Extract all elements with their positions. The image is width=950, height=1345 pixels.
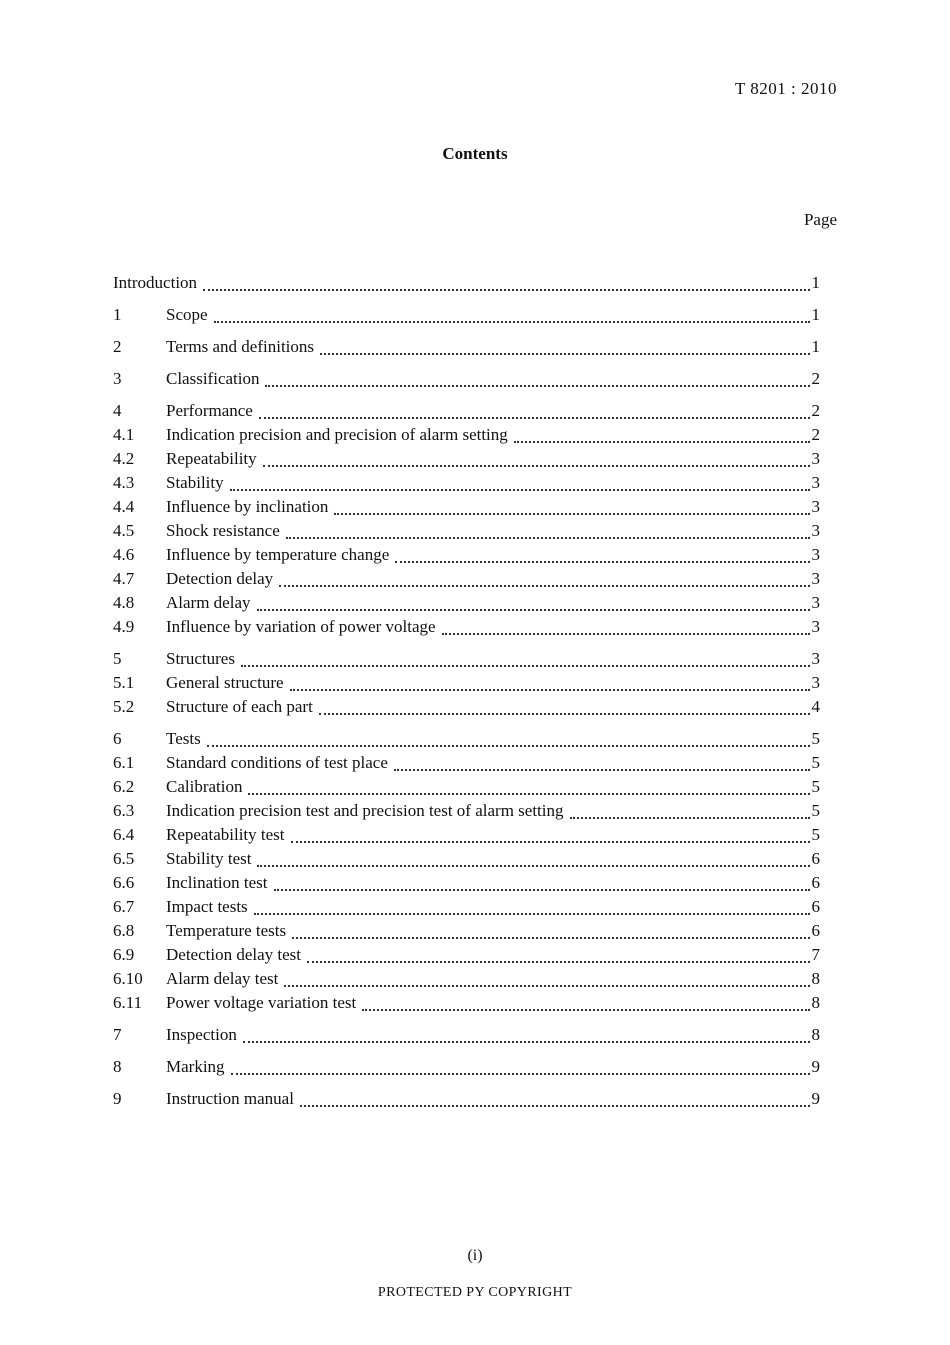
toc-entry-page: 1 bbox=[811, 273, 820, 292]
dot-leader bbox=[319, 712, 810, 715]
toc-entry[interactable] bbox=[113, 849, 820, 873]
toc-entry-page: 8 bbox=[811, 993, 820, 1012]
toc-entry-page: 2 bbox=[811, 369, 820, 388]
toc-entry[interactable] bbox=[113, 825, 820, 849]
dot-leader bbox=[320, 352, 809, 355]
toc-entry-page: 9 bbox=[811, 1057, 820, 1076]
toc-entry-page: 3 bbox=[811, 521, 820, 540]
toc-entry[interactable] bbox=[113, 993, 820, 1017]
toc-entry-number: 1 bbox=[113, 305, 122, 324]
toc-entry-page: 6 bbox=[811, 849, 820, 868]
dot-leader bbox=[334, 512, 809, 515]
toc-entry-page: 1 bbox=[811, 337, 820, 356]
toc-entry-label: Influence by inclination bbox=[166, 497, 329, 516]
toc-entry-page: 3 bbox=[811, 673, 820, 692]
toc-entry-page: 5 bbox=[811, 729, 820, 748]
dot-leader bbox=[241, 664, 810, 667]
toc-entry-page: 3 bbox=[811, 473, 820, 492]
toc-entry[interactable] bbox=[113, 873, 820, 897]
toc-entry-label: Standard conditions of test place bbox=[166, 753, 388, 772]
copyright-notice: PROTECTED PY COPYRIGHT bbox=[377, 1285, 573, 1300]
toc-entry-page: 2 bbox=[811, 425, 820, 444]
dot-leader bbox=[265, 384, 809, 387]
toc-entry-page: 6 bbox=[811, 897, 820, 916]
toc-entry-label: Shock resistance bbox=[166, 521, 280, 540]
dot-leader bbox=[284, 984, 809, 987]
toc-entry-page: 6 bbox=[811, 921, 820, 940]
table-of-contents bbox=[113, 273, 820, 1113]
toc-entry-page: 3 bbox=[811, 617, 820, 636]
toc-entry-page: 1 bbox=[811, 305, 820, 324]
toc-entry-page: 8 bbox=[811, 969, 820, 988]
toc-entry-page: 3 bbox=[811, 545, 820, 564]
toc-entry-label: Repeatability bbox=[166, 449, 257, 468]
toc-entry-label: Structure of each part bbox=[166, 697, 313, 716]
toc-entry[interactable] bbox=[113, 545, 820, 569]
toc-entry[interactable] bbox=[113, 777, 820, 801]
toc-entry-number: 4.8 bbox=[113, 593, 135, 612]
toc-entry[interactable] bbox=[113, 569, 820, 593]
toc-entry-number: 4 bbox=[113, 401, 122, 420]
dot-leader bbox=[286, 536, 810, 539]
toc-entry[interactable] bbox=[113, 801, 820, 825]
toc-entry-number: 4.1 bbox=[113, 425, 135, 444]
toc-entry[interactable] bbox=[113, 649, 820, 673]
toc-entry-label: Calibration bbox=[166, 777, 243, 796]
toc-entry[interactable] bbox=[113, 1057, 820, 1081]
toc-entry[interactable] bbox=[113, 449, 820, 473]
toc-entry-label: Structures bbox=[166, 649, 235, 668]
toc-entry-number: 6.8 bbox=[113, 921, 135, 940]
toc-entry-page: 5 bbox=[811, 825, 820, 844]
toc-entry-page: 2 bbox=[811, 401, 820, 420]
dot-leader bbox=[257, 608, 810, 611]
toc-entry-page: 5 bbox=[811, 753, 820, 772]
toc-entry-label: Inclination test bbox=[166, 873, 268, 892]
standard-code: T 8201 : 2010 bbox=[734, 79, 837, 98]
dot-leader bbox=[263, 464, 810, 467]
dot-leader bbox=[254, 912, 810, 915]
toc-entry-label: Inspection bbox=[166, 1025, 237, 1044]
toc-entry-number: 6.1 bbox=[113, 753, 135, 772]
toc-entry-label: Scope bbox=[166, 305, 208, 324]
dot-leader bbox=[514, 440, 810, 443]
dot-leader bbox=[257, 864, 809, 867]
toc-entry-page: 3 bbox=[811, 449, 820, 468]
toc-entry[interactable] bbox=[113, 521, 820, 545]
toc-entry-label: Tests bbox=[166, 729, 201, 748]
toc-entry-label: Alarm delay bbox=[166, 593, 251, 612]
dot-leader bbox=[214, 320, 810, 323]
toc-entry-page: 3 bbox=[811, 569, 820, 588]
toc-entry-number: 4.5 bbox=[113, 521, 135, 540]
dot-leader bbox=[248, 792, 809, 795]
toc-entry[interactable] bbox=[113, 697, 820, 721]
toc-entry[interactable] bbox=[113, 969, 820, 993]
toc-entry-page: 7 bbox=[811, 945, 820, 964]
toc-entry-label: Indication precision and precision of alarm setting bbox=[166, 425, 508, 444]
toc-entry-number: 6.4 bbox=[113, 825, 135, 844]
toc-entry[interactable] bbox=[113, 673, 820, 697]
page-number: (i) bbox=[467, 1247, 483, 1264]
toc-entry-page: 6 bbox=[811, 873, 820, 892]
toc-entry[interactable] bbox=[113, 425, 820, 449]
dot-leader bbox=[290, 688, 810, 691]
toc-entry-label: Terms and definitions bbox=[166, 337, 315, 356]
toc-entry-number: 6.3 bbox=[113, 801, 135, 820]
toc-entry-number: 8 bbox=[113, 1057, 122, 1076]
page-title: Contents bbox=[442, 144, 508, 163]
toc-entry-number: 4.9 bbox=[113, 617, 135, 636]
toc-entry-label: Classification bbox=[166, 369, 260, 388]
toc-entry-page: 5 bbox=[811, 777, 820, 796]
dot-leader bbox=[394, 768, 810, 771]
dot-leader bbox=[442, 632, 810, 635]
toc-entry-label: Introduction bbox=[113, 273, 198, 292]
toc-entry[interactable] bbox=[113, 945, 820, 969]
toc-entry-page: 4 bbox=[811, 697, 820, 716]
toc-entry-label: Alarm delay test bbox=[166, 969, 279, 988]
dot-leader bbox=[274, 888, 810, 891]
toc-entry[interactable] bbox=[113, 593, 820, 617]
toc-entry-label: Influence by temperature change bbox=[166, 545, 390, 564]
toc-entry[interactable] bbox=[113, 1089, 820, 1113]
toc-entry[interactable] bbox=[113, 753, 820, 777]
toc-entry[interactable] bbox=[113, 337, 820, 361]
toc-entry-number: 6.6 bbox=[113, 873, 135, 892]
toc-entry-number: 5 bbox=[113, 649, 122, 668]
dot-leader bbox=[292, 936, 809, 939]
dot-leader bbox=[291, 840, 810, 843]
toc-entry-label: Influence by variation of power voltage bbox=[166, 617, 436, 636]
toc-entry-number: 6.11 bbox=[113, 993, 143, 1012]
toc-entry-number: 4.4 bbox=[113, 497, 135, 516]
toc-entry[interactable] bbox=[113, 369, 820, 393]
toc-entry[interactable] bbox=[113, 497, 820, 521]
page-column-label: Page bbox=[803, 210, 837, 229]
toc-entry-page: 3 bbox=[811, 497, 820, 516]
toc-entry-number: 9 bbox=[113, 1089, 122, 1108]
dot-leader bbox=[395, 560, 809, 563]
dot-leader bbox=[362, 1008, 809, 1011]
toc-entry-page: 9 bbox=[811, 1089, 820, 1108]
toc-entry-number: 6.5 bbox=[113, 849, 135, 868]
toc-entry-label: General structure bbox=[166, 673, 284, 692]
toc-entry[interactable] bbox=[113, 273, 820, 297]
dot-leader bbox=[279, 584, 809, 587]
toc-entry-label: Detection delay bbox=[166, 569, 274, 588]
toc-entry-page: 3 bbox=[811, 593, 820, 612]
toc-entry-number: 6.2 bbox=[113, 777, 135, 796]
toc-entry[interactable] bbox=[113, 305, 820, 329]
toc-entry-label: Impact tests bbox=[166, 897, 248, 916]
toc-entry[interactable] bbox=[113, 401, 820, 425]
toc-entry-label: Power voltage variation test bbox=[166, 993, 357, 1012]
toc-entry[interactable] bbox=[113, 729, 820, 753]
toc-entry-number: 4.3 bbox=[113, 473, 135, 492]
toc-entry-number: 4.7 bbox=[113, 569, 135, 588]
toc-entry-number: 2 bbox=[113, 337, 122, 356]
toc-entry-page: 5 bbox=[811, 801, 820, 820]
dot-leader bbox=[231, 1072, 810, 1075]
toc-entry[interactable] bbox=[113, 473, 820, 497]
dot-leader bbox=[230, 488, 810, 491]
toc-entry[interactable] bbox=[113, 617, 820, 641]
toc-entry-label: Performance bbox=[166, 401, 253, 420]
dot-leader bbox=[243, 1040, 810, 1043]
toc-entry-label: Stability test bbox=[166, 849, 252, 868]
toc-entry-label: Temperature tests bbox=[166, 921, 287, 940]
toc-entry-number: 6.7 bbox=[113, 897, 135, 916]
toc-entry-label: Instruction manual bbox=[166, 1089, 294, 1108]
toc-entry-page: 8 bbox=[811, 1025, 820, 1044]
dot-leader bbox=[203, 288, 809, 291]
toc-entry-label: Repeatability test bbox=[166, 825, 285, 844]
toc-entry-number: 5.2 bbox=[113, 697, 135, 716]
toc-entry-label: Stability bbox=[166, 473, 224, 492]
toc-entry-number: 3 bbox=[113, 369, 122, 388]
toc-entry-number: 4.6 bbox=[113, 545, 135, 564]
toc-entry-number: 5.1 bbox=[113, 673, 135, 692]
toc-entry-number: 7 bbox=[113, 1025, 122, 1044]
toc-entry-number: 6.9 bbox=[113, 945, 135, 964]
toc-entry[interactable] bbox=[113, 897, 820, 921]
toc-entry-number: 6 bbox=[113, 729, 122, 748]
dot-leader bbox=[207, 744, 810, 747]
toc-entry-label: Marking bbox=[166, 1057, 225, 1076]
toc-entry[interactable] bbox=[113, 921, 820, 945]
toc-entry[interactable] bbox=[113, 1025, 820, 1049]
toc-entry-label: Indication precision test and precision test of alarm setting bbox=[166, 801, 564, 820]
toc-entry-number: 4.2 bbox=[113, 449, 135, 468]
toc-entry-page: 3 bbox=[811, 649, 820, 668]
dot-leader bbox=[307, 960, 809, 963]
toc-entry-number: 6.10 bbox=[113, 969, 143, 988]
toc-entry-label: Detection delay test bbox=[166, 945, 302, 964]
dot-leader bbox=[570, 816, 810, 819]
dot-leader bbox=[259, 416, 810, 419]
dot-leader bbox=[300, 1104, 810, 1107]
